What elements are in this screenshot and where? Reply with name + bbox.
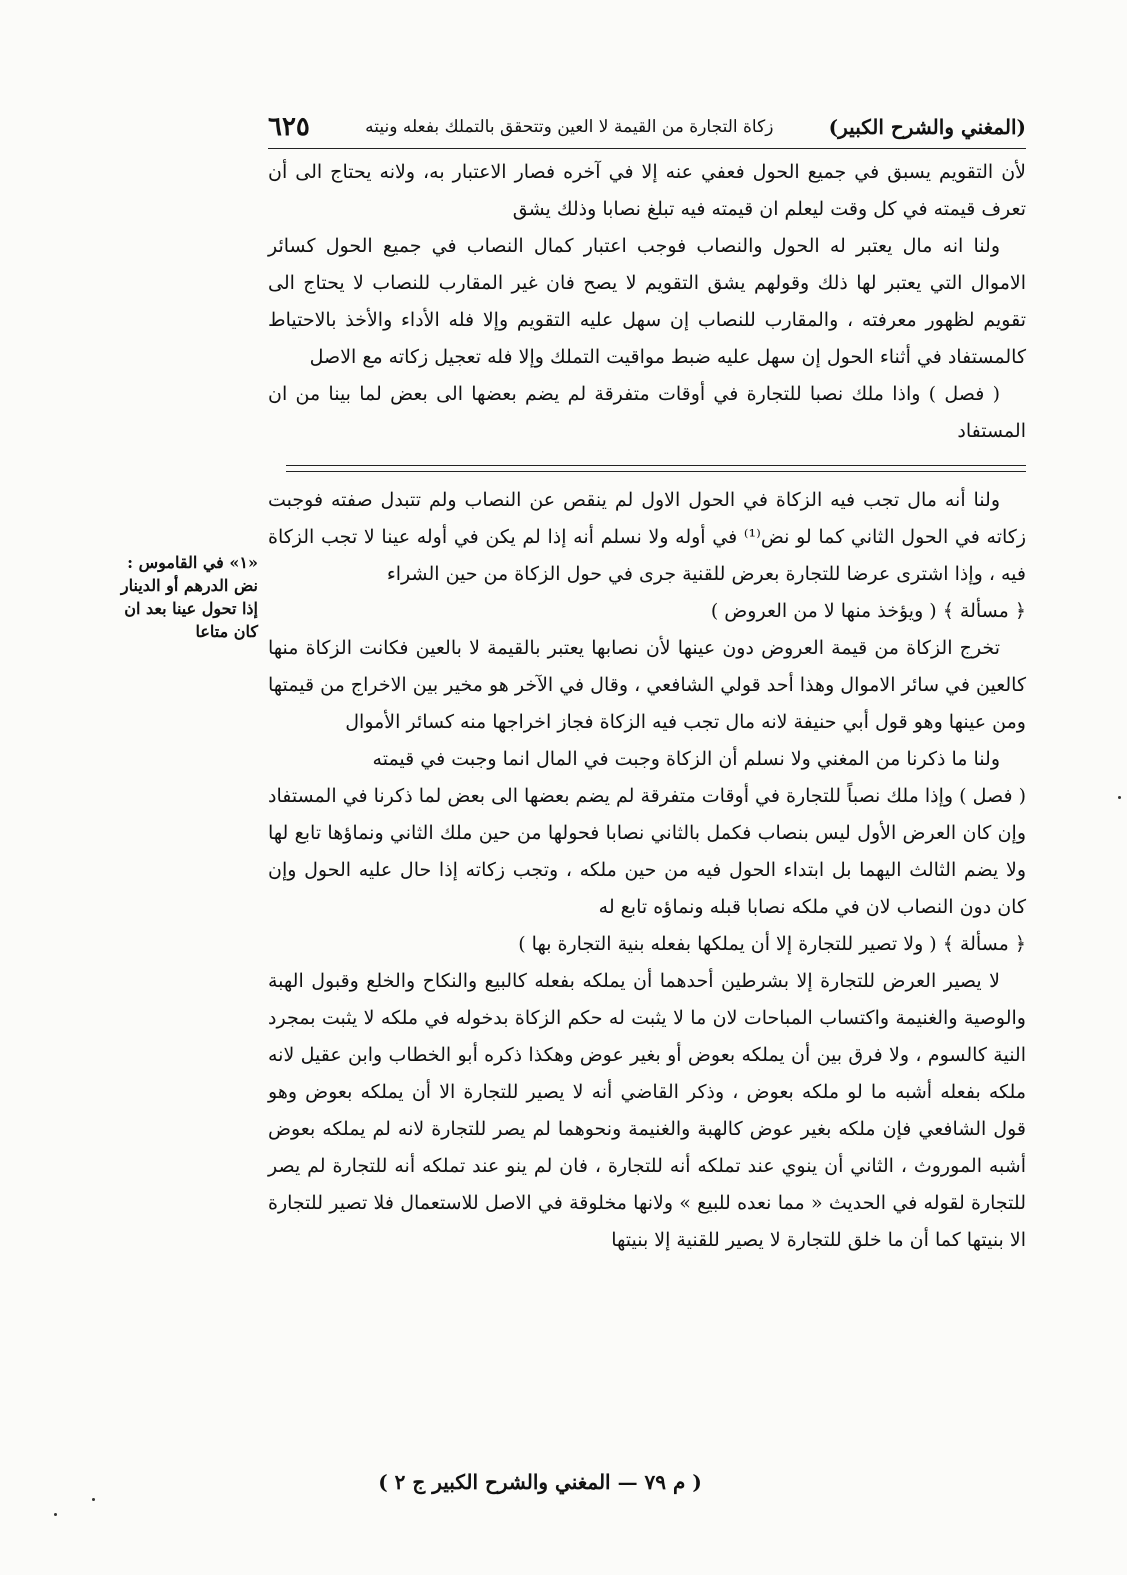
scan-speck	[92, 1498, 95, 1501]
paragraph: ( فصل ) وإذا ملك نصباً للتجارة في أوقات متفرقة لم يضم بعضها الى بعض لما ذكرنا في المستفاد وإن كان العرض الأول ليس بنصاب فكمل بالثاني نصابا فحولها من حين ملك الثاني ونماؤها تابع لها ولا يضم الثالث اليهما بل ابتداء الحول فيه من حين ملكه ، وتجب زكاته إذا حال عليه الحول وإن كان دون النصاب لان في ملكه نصابا قبله ونماؤه تابع له	[268, 785, 1026, 918]
paragraph: لا يصير العرض للتجارة إلا بشرطين أحدهما أن يملكه بفعله كالبيع والنكاح والخلع وقبول الهبة والوصية والغنيمة واكتساب المباحات لان ما لا يثبت له حكم الزكاة بدخوله في ملكه لا يثبت بمجرد النية كالسوم ، ولا فرق بين أن يملكه بعوض أو بغير عوض وهكذا ذكره أبو الخطاب وابن عقيل لانه ملكه بفعله أشبه ما لو ملكه بعوض ، وذكر القاضي أنه لا يصير للتجارة الا أن يملكه بعوض وهو قول الشافعي فإن ملكه بغير عوض كالهبة والغنيمة ونحوهما لم يصر للتجارة لانه لم يملكه بعوض أشبه الموروث ، الثاني أن ينوي عند تملكه أنه للتجارة ، فان لم ينو عند تملكه أنه للتجارة لم يصر للتجارة لقوله في الحديث « مما نعده للبيع » ولانها مخلوقة في الاصل للاستعمال فلا تصير للتجارة الا بنيتها كما أن ما خلق للتجارة لا يصير للقنية إلا بنيتها	[268, 970, 1026, 1251]
scan-speck	[54, 1513, 57, 1516]
running-title: زكاة التجارة من القيمة لا العين وتتحقق بالتملك بفعله ونيته	[365, 117, 774, 137]
paragraph: ولنا ما ذكرنا من المغني ولا نسلم أن الزكاة وجبت في المال انما وجبت في قيمته	[372, 748, 1000, 770]
paragraph: تخرج الزكاة من قيمة العروض دون عينها لأن نصابها يعتبر بالقيمة لا بالعين فكانت الزكاة منها كالعين في سائر الاموال وهذا أحد قولي الشافعي ، وقال في الآخر هو مخير بين الاخراج من قيمتها ومن عينها وهو قول أبي حنيفة لانه مال تجب فيه الزكاة فجاز اخراجها منه كسائر الأموال	[268, 637, 1026, 733]
page-header	[268, 110, 1026, 144]
section-divider	[286, 465, 1026, 472]
header-rule	[268, 148, 1026, 149]
scan-speck	[1118, 796, 1121, 799]
masala-heading: ﴿ مسألة ﴾ ( ويؤخذ منها لا من العروض )	[710, 600, 1026, 622]
book-title: (المغني والشرح الكبير)	[828, 115, 1026, 139]
paragraph: ( فصل ) واذا ملك نصبا للتجارة في أوقات متفرقة لم يضم بعضها الى بعض لما بينا من ان المستفاد	[268, 383, 1026, 442]
margin-footnote: «١» في القاموس : نض الدرهم أو الدينار إذا تحول عينا بعد ان كان متاعا	[120, 553, 258, 641]
lower-text-block	[268, 482, 1026, 1259]
paragraph: ولنا انه مال يعتبر له الحول والنصاب فوجب اعتبار كمال النصاب في جميع الحول كسائر الاموال التي يعتبر لها ذلك وقولهم يشق التقويم لا يصح فان غير المقارب للنصاب لا يحتاج الى تقويم لظهور معرفته ، والمقارب للنصاب إن سهل عليه التقويم وإلا فله الأداء والأخذ بالاحتياط كالمستفاد في أثناء الحول إن سهل عليه ضبط مواقيت التملك وإلا فله تعجيل زكاته مع الاصل	[268, 235, 1026, 368]
paragraph: لأن التقويم يسبق في جميع الحول فعفي عنه إلا في آخره فصار الاعتبار به، ولانه يحتاج الى أن تعرف قيمته في كل وقت ليعلم ان قيمته فيه تبلغ نصابا وذلك يشق	[268, 161, 1026, 220]
masala-heading: ﴿ مسألة ﴾ ( ولا تصير للتجارة إلا أن يملكها بفعله بنية التجارة بها )	[518, 933, 1026, 955]
page-number: ٦٢٥	[268, 112, 310, 142]
paragraph: ولنا أنه مال تجب فيه الزكاة في الحول الاول لم ينقص عن النصاب ولم تتبدل صفته فوجبت زكاته في الحول الثاني كما لو نض⁽¹⁾ في أوله ولا نسلم أنه إذا لم يكن في أوله عينا لا تجب الزكاة فيه ، وإذا اشترى عرضا للتجارة بعرض للقنية جرى في حول الزكاة من حين الشراء	[268, 489, 1026, 585]
printer-signature: ( م ٧٩ — المغني والشرح الكبير ج ٢ )	[378, 1470, 702, 1494]
upper-text-block	[268, 154, 1026, 450]
